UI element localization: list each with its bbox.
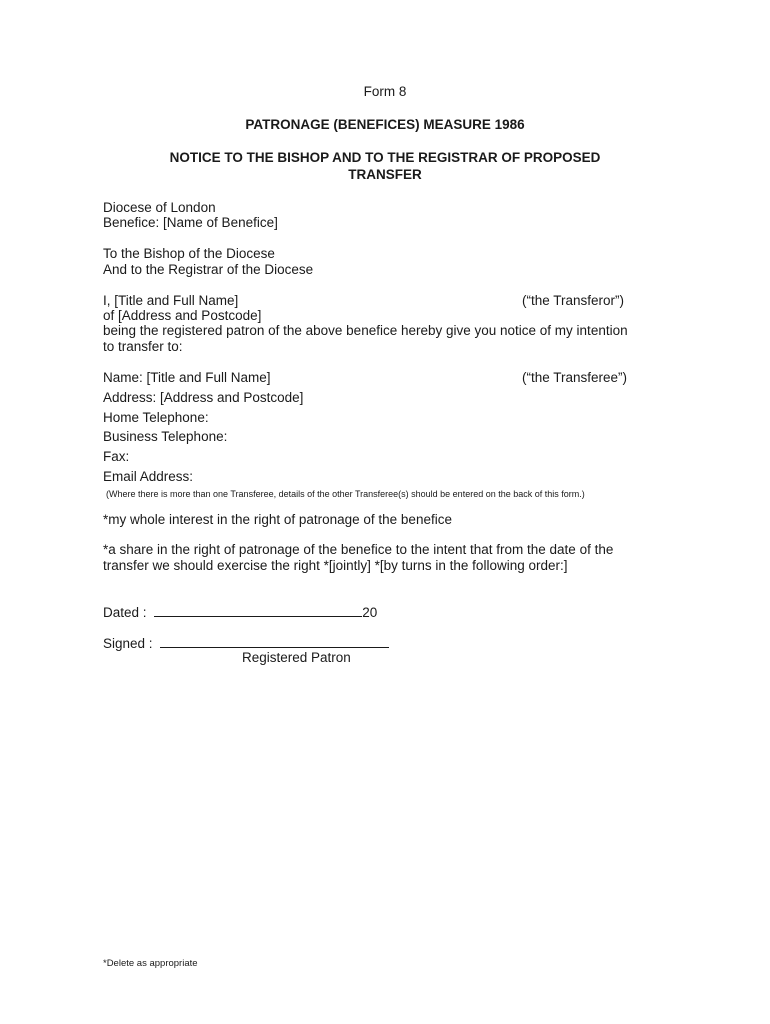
notice-title-line1: NOTICE TO THE BISHOP AND TO THE REGISTRAR OF PROPOSED: [169, 150, 601, 165]
transferor-role-label: (“the Transferor”): [522, 293, 625, 308]
notice-title-line2: TRANSFER: [348, 167, 422, 182]
form-number: Form 8: [363, 84, 407, 99]
signed-line: [160, 635, 389, 648]
transferee-fax: Fax:: [103, 449, 130, 464]
transferor-statement-line2: to transfer to:: [103, 339, 183, 354]
transferor-address: of [Address and Postcode]: [103, 308, 262, 323]
transferee-address: Address: [Address and Postcode]: [103, 390, 304, 405]
transferee-note: (Where there is more than one Transferee, details of the other Transferee(s) should be entered on the back of this form.): [106, 489, 585, 499]
transferor-name: I, [Title and Full Name]: [103, 293, 239, 308]
transferor-statement-line1: being the registered patron of the above benefice hereby give you notice of my intention: [103, 323, 628, 338]
option-share-line1: *a share in the right of patronage of the benefice to the intent that from the date of the: [103, 542, 614, 557]
to-registrar-line: And to the Registrar of the Diocese: [103, 262, 314, 277]
signer-role: Registered Patron: [242, 650, 351, 665]
option-share-line2: transfer we should exercise the right *[jointly] *[by turns in the following order:]: [103, 558, 568, 573]
dated-row: [103, 604, 377, 621]
transferee-business-phone: Business Telephone:: [103, 429, 228, 444]
option-whole-interest: *my whole interest in the right of patronage of the benefice: [103, 512, 452, 527]
transferee-home-phone: Home Telephone:: [103, 410, 209, 425]
transferee-email: Email Address:: [103, 469, 194, 484]
signed-label: Signed :: [103, 636, 153, 651]
diocese-line: Diocese of London: [103, 200, 216, 215]
dated-suffix: 20: [362, 605, 378, 620]
benefice-line: Benefice: [Name of Benefice]: [103, 215, 278, 230]
dated-label: Dated :: [103, 605, 147, 620]
footnote: *Delete as appropriate: [103, 958, 198, 969]
transferee-role-label: (“the Transferee”): [522, 370, 628, 385]
to-bishop-line: To the Bishop of the Diocese: [103, 246, 275, 261]
transferee-name: Name: [Title and Full Name]: [103, 370, 271, 385]
dated-line: [154, 604, 362, 617]
measure-title: PATRONAGE (BENEFICES) MEASURE 1986: [245, 117, 525, 132]
